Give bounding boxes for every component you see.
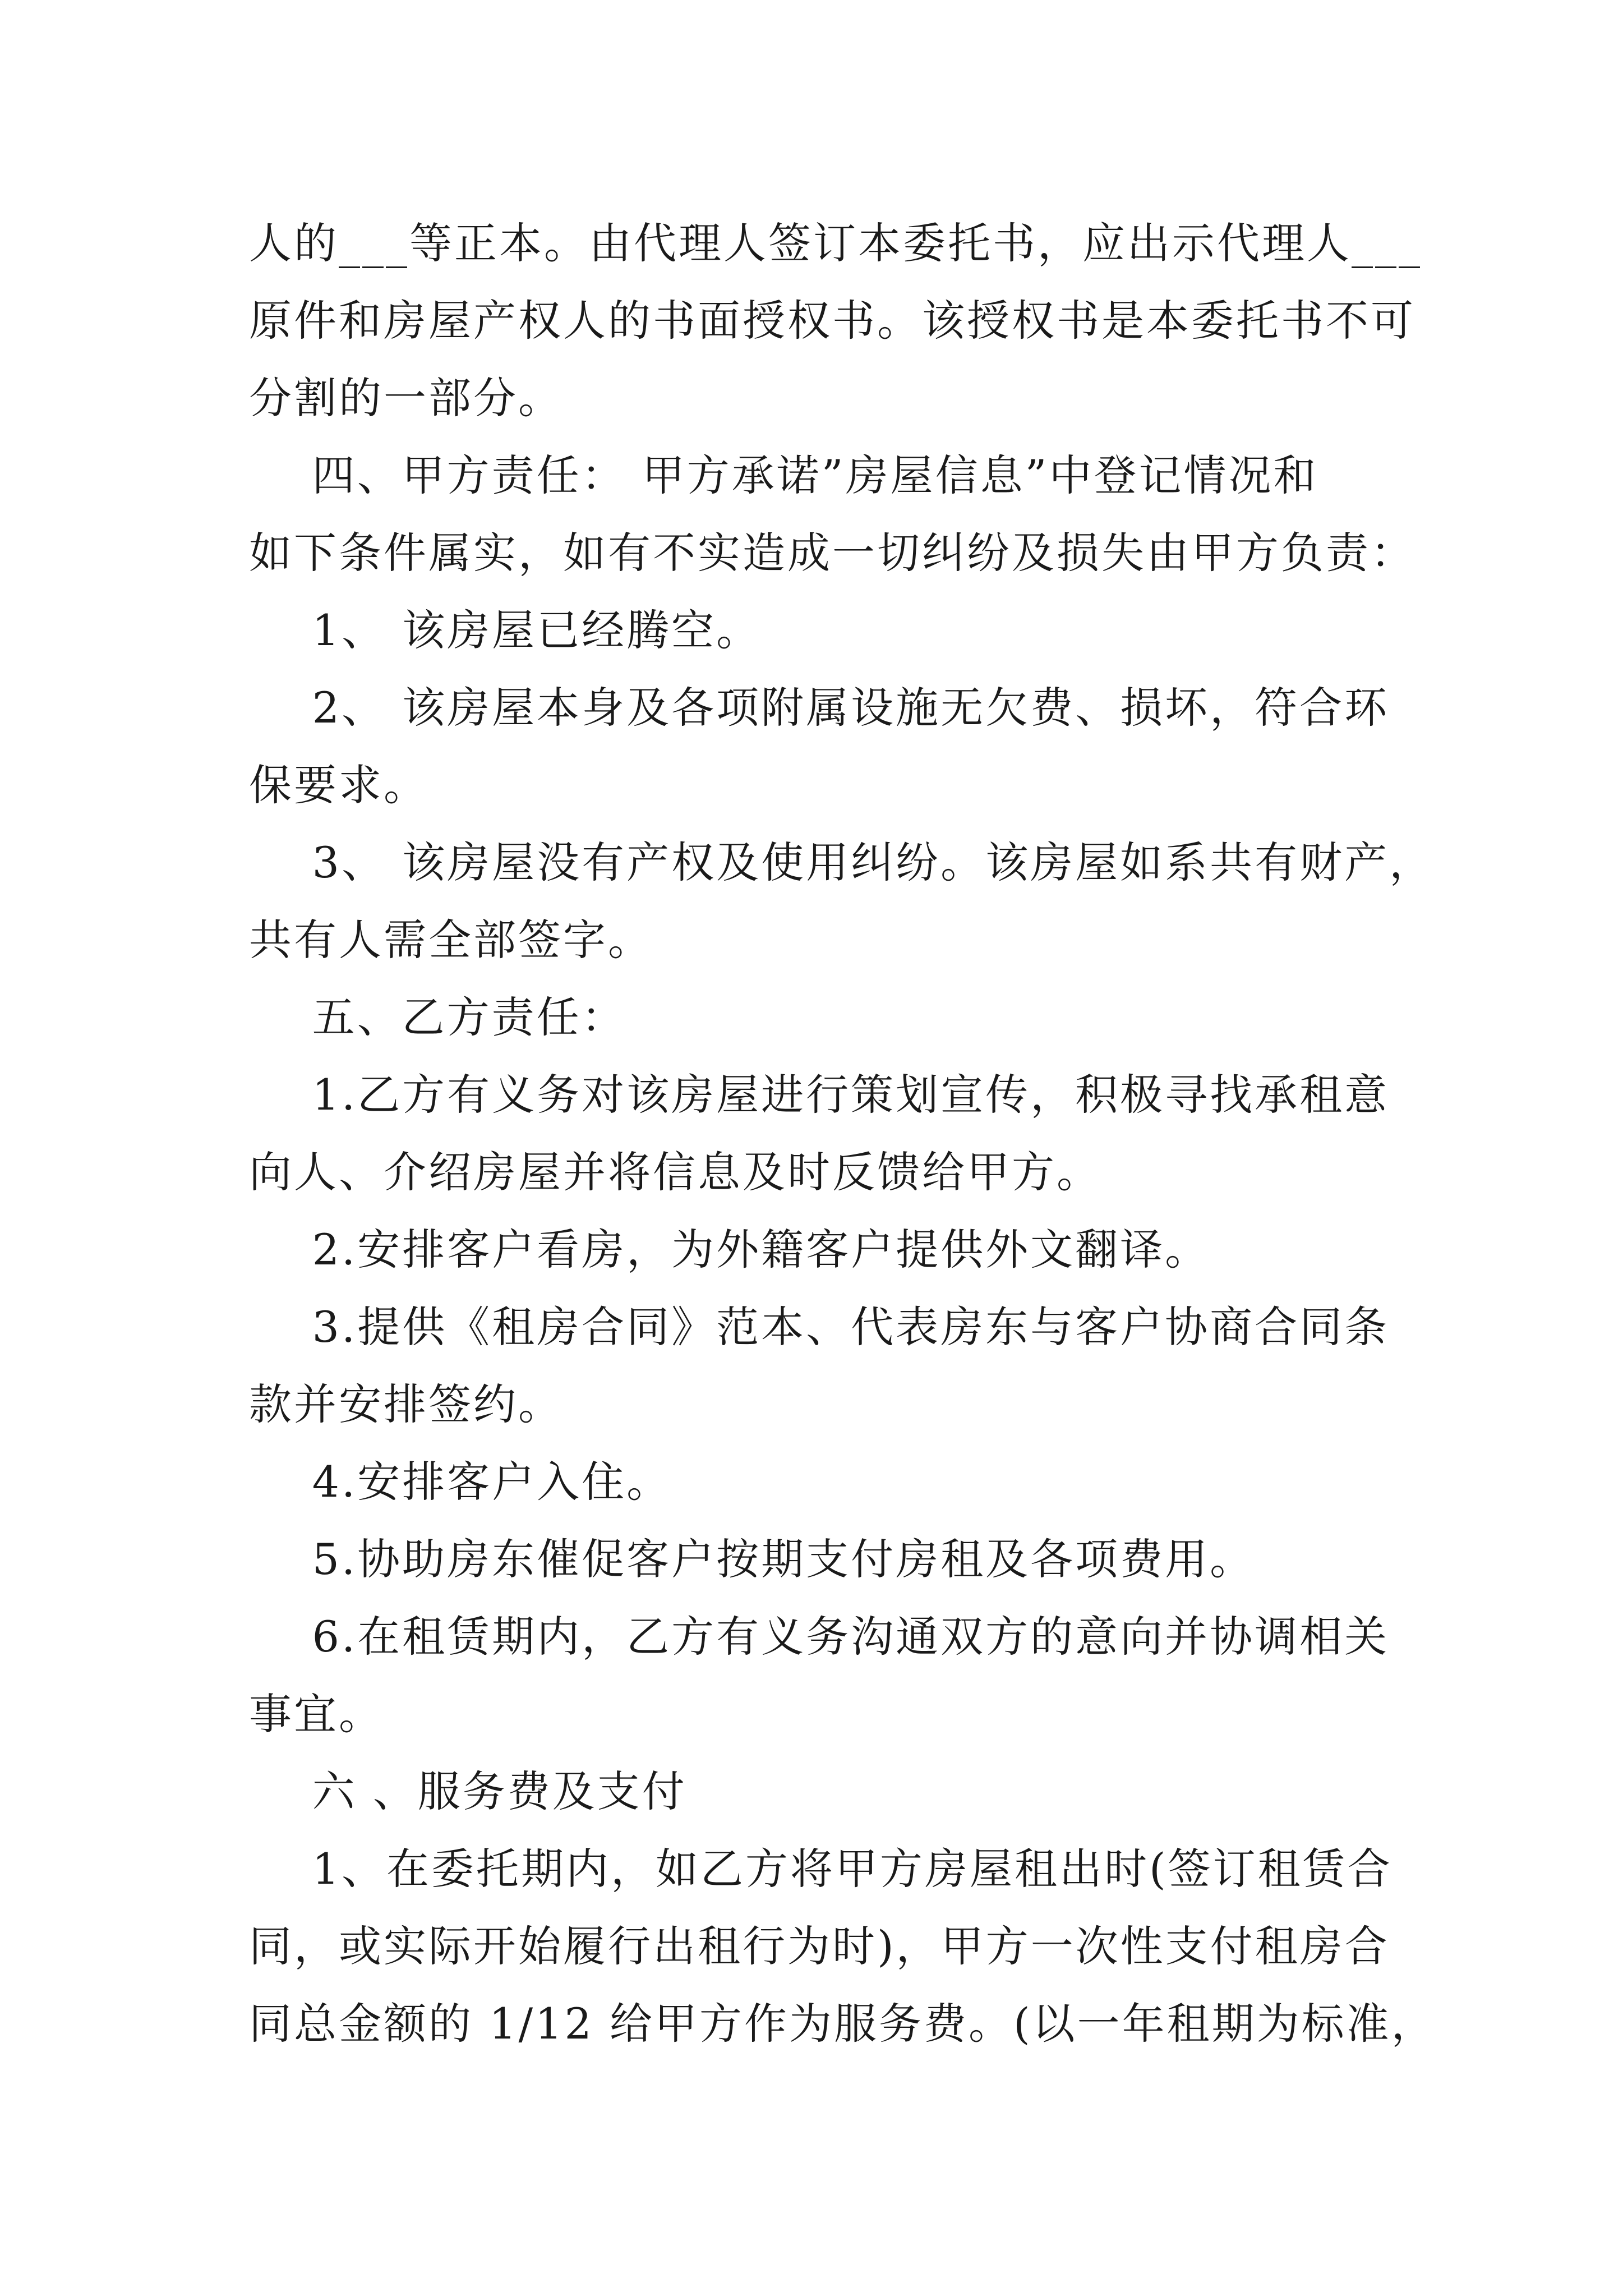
- text-line: 款并安排签约。: [249, 1379, 563, 1429]
- list-item: 3.提供《租房合同》范本、代表房东与客户协商合同条: [249, 1302, 1390, 1352]
- list-item: 6.在租赁期内，乙方有义务沟通双方的意向并协调相关: [249, 1612, 1390, 1662]
- text-line: 共有人需全部签字。: [249, 915, 653, 965]
- section-heading: 四、甲方责任： 甲方承诺”房屋信息”中登记情况和: [249, 450, 1318, 500]
- section-heading: 五、乙方责任：: [249, 992, 626, 1042]
- text-line: 向人、介绍房屋并将信息及时反馈给甲方。: [249, 1147, 1101, 1197]
- text-line: 分割的一部分。: [249, 373, 563, 423]
- list-item: 3、 该房屋没有产权及使用纠纷。该房屋如系共有财产，: [249, 838, 1435, 887]
- list-item: 2、 该房屋本身及各项附属设施无欠费、损坏，符合环: [249, 683, 1390, 733]
- section-heading: 六 、服务费及支付: [249, 1766, 687, 1816]
- list-item: 2.安排客户看房，为外籍客户提供外文翻译。: [249, 1225, 1210, 1274]
- document-body: [249, 205, 1436, 2063]
- list-item: 1、在委托期内，如乙方将甲方房屋租出时(签订租赁合: [249, 1844, 1393, 1894]
- list-item: 4.安排客户入住。: [249, 1457, 672, 1507]
- text-line: 同总金额的 1/12 给甲方作为服务费。(以一年租期为标准，: [249, 1999, 1436, 2049]
- text-line: 原件和房屋产权人的书面授权书。该授权书是本委托书不可: [249, 296, 1415, 346]
- text-line: 保要求。: [249, 760, 428, 810]
- text-line: 同，或实际开始履行出租行为时)，甲方一次性支付租房合: [249, 1921, 1390, 1971]
- list-item: 5.协助房东催促客户按期支付房租及各项费用。: [249, 1534, 1255, 1584]
- list-item: 1、 该房屋已经腾空。: [249, 605, 762, 655]
- text-line: 人的___等正本。由代理人签订本委托书，应出示代理人___: [249, 218, 1422, 268]
- text-line: 如下条件属实，如有不实造成一切纠纷及损失由甲方负责：: [249, 528, 1415, 578]
- text-line: 事宜。: [249, 1689, 384, 1739]
- list-item: 1.乙方有义务对该房屋进行策划宣传，积极寻找承租意: [249, 1070, 1390, 1120]
